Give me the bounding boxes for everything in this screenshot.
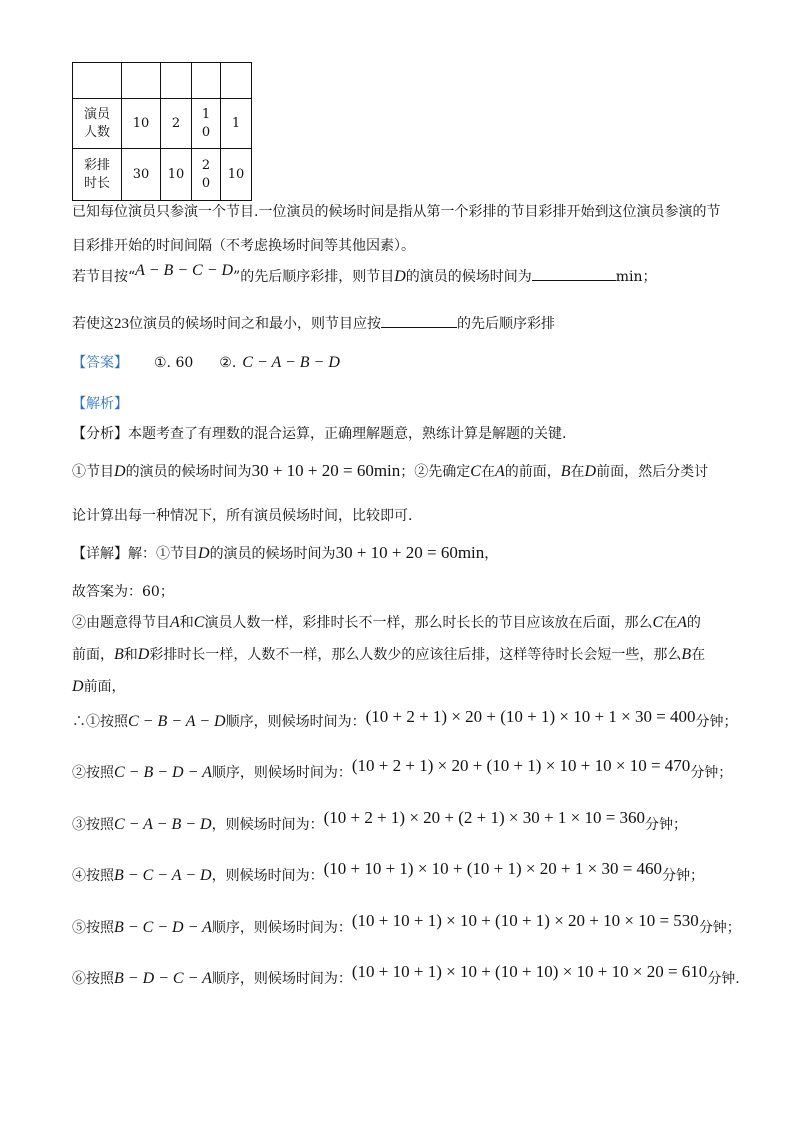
answer-2-mark: ②. [219, 355, 237, 371]
table-header-cell [122, 63, 161, 99]
case-expression: (10 + 2 + 1) × 20 + (10 + 1) × 10 + 10 × 10 = 470 [351, 756, 691, 775]
case-5 [72, 911, 741, 938]
text: 在 [570, 464, 585, 480]
var-B: B [681, 646, 692, 663]
question-2 [72, 313, 555, 334]
text: 【详解】解：①节目 [72, 546, 198, 562]
detail-line [72, 543, 498, 564]
case-expression: (10 + 10 + 1) × 10 + (10 + 10) × 10 + 10 × 20 = 610 [351, 962, 708, 981]
case-suffix: 分钟； [698, 920, 741, 936]
row-label-top: 彩排 [83, 157, 110, 173]
q1-mid: ”的先后顺序彩排，则节目 [233, 269, 395, 285]
case-prefix: ④按照 [72, 868, 114, 884]
case-suffix: 分钟； [662, 868, 705, 884]
text: 在 [691, 647, 706, 663]
case-expression: (10 + 10 + 1) × 10 + (10 + 1) × 20 + 10 × 10 = 530 [351, 911, 699, 930]
case-mid: 顺序，则候场时间为： [211, 920, 352, 936]
case-prefix: ⑥按照 [72, 971, 114, 987]
case-prefix: ⑤按照 [72, 920, 114, 936]
text: 的演员的候场时间为 [209, 546, 336, 562]
answer-tag: 【答案】 [72, 355, 128, 371]
q2-mid: 位演员的候场时间之和最小，则节目应按 [129, 316, 381, 332]
table-cell: 2 0 [192, 149, 221, 201]
row-label-actors [73, 99, 122, 149]
text: 的演员的候场时间为 [125, 464, 252, 480]
case-prefix: ∴①按照 [72, 714, 128, 730]
table-cell: 10 [161, 149, 192, 201]
text: 彩排时长一样，人数不一样，那么人数少的应该往后排，这样等待时长会短一些，那么 [149, 647, 682, 663]
table-cell: 10 [122, 99, 161, 149]
q1-unit: min； [615, 269, 657, 285]
case-2 [72, 756, 733, 783]
text: 在 [480, 464, 495, 480]
case-order: C − A − B − D [114, 816, 212, 833]
part2-line-2 [72, 645, 705, 665]
text: 前面，然后分类讨 [596, 464, 709, 480]
part2-line-1 [72, 613, 701, 633]
case-suffix: 分钟. [707, 971, 740, 987]
equation: 30 + 10 + 20 = 60min [251, 461, 401, 480]
answer-1: ①. 60 [154, 355, 194, 371]
table-cell: 2 [161, 99, 192, 149]
var-A: A [677, 614, 687, 631]
case-1 [72, 707, 738, 732]
rehearsal-table [72, 62, 252, 201]
q1-prefix: 若节目按“ [72, 269, 136, 285]
question-1 [72, 262, 657, 287]
case-suffix: 分钟； [690, 765, 733, 781]
case-suffix: 分钟； [645, 817, 688, 833]
case-prefix: ②按照 [72, 765, 114, 781]
q1-order: A − B − C − D [135, 262, 234, 279]
part2-line-3 [72, 677, 126, 697]
table-cell: 1 [221, 99, 252, 149]
table-header-row [73, 63, 252, 99]
case-6 [72, 962, 740, 989]
table-header-cell [192, 63, 221, 99]
intro-line-1: 已知每位演员只参演一个节目.一位演员的候场时间是指从第一个彩排的节目彩排开始到这位演员参演的节 [72, 204, 721, 220]
q2-prefix: 若使这 [72, 316, 114, 332]
case-mid: 顺序，则候场时间为： [211, 765, 352, 781]
answer-2-order: C − A − B − D [242, 354, 340, 371]
analysis-line-2: 论计算出每一种情况下，所有演员候场时间，比较即可. [72, 508, 413, 524]
row-label-bottom: 时长 [83, 175, 110, 191]
var-B: B [114, 646, 124, 663]
table-cell: 10 [221, 149, 252, 201]
analysis-fenxi: 【分析】本题考查了有理数的混合运算，正确理解题意，熟练计算是解题的关键. [72, 426, 567, 442]
var-B: B [560, 463, 571, 480]
case-mid: ，则候场时间为： [211, 868, 324, 884]
q1-suffix: 的演员的候场时间为 [405, 269, 532, 285]
q2-answer-blank[interactable] [381, 313, 457, 328]
answer-line [72, 353, 340, 373]
text: ， [484, 546, 499, 562]
case-expression: (10 + 10 + 1) × 10 + (10 + 1) × 20 + 1 × 30 = 460 [323, 859, 663, 878]
text: 前面， [72, 647, 114, 663]
case-mid: 顺序，则候场时间为： [225, 714, 366, 730]
var-A: A [170, 614, 180, 631]
text: ②由题意得节目 [72, 615, 170, 631]
case-prefix: ③按照 [72, 817, 114, 833]
case-order: B − D − C − A [114, 970, 212, 987]
text: ；②先确定 [400, 464, 471, 480]
case-order: C − B − D − A [114, 764, 212, 781]
row-label-bottom: 人数 [83, 124, 110, 140]
table-header-cell [73, 63, 122, 99]
text: 在 [663, 615, 678, 631]
text: 的 [686, 615, 701, 631]
case-order: B − C − D − A [114, 919, 212, 936]
analysis-line-1 [72, 461, 708, 482]
table-cell: 1 0 [192, 99, 221, 149]
table-cell: 30 [122, 149, 161, 201]
var-D: D [72, 678, 84, 695]
table-header-cell [221, 63, 252, 99]
var-D: D [137, 646, 150, 663]
equation: 30 + 10 + 20 = 60min [335, 543, 485, 562]
q2-suffix: 的先后顺序彩排 [457, 316, 555, 332]
text: 前面， [83, 679, 126, 695]
answer-statement: 故答案为：60； [72, 584, 174, 600]
case-expression: (10 + 2 + 1) × 20 + (10 + 1) × 10 + 1 × 30 = 400 [365, 707, 696, 726]
case-3 [72, 808, 688, 835]
var-A: A [494, 463, 505, 480]
text: 和 [123, 647, 138, 663]
q2-num: 23 [114, 316, 129, 332]
analysis-tag: 【解析】 [72, 396, 128, 412]
table-row [73, 99, 252, 149]
table-header-cell [161, 63, 192, 99]
q1-D: D [394, 268, 406, 285]
text: ①节目 [72, 464, 114, 480]
case-order: B − C − A − D [114, 867, 212, 884]
case-4 [72, 859, 705, 886]
var-C: C [470, 463, 481, 480]
text: 的前面， [504, 464, 561, 480]
var-D: D [584, 463, 597, 480]
case-mid: ，则候场时间为： [211, 817, 324, 833]
var-D: D [114, 463, 126, 480]
intro-line-2: 目彩排开始的时间间隔（不考虑换场时间等其他因素）。 [72, 238, 415, 254]
row-label-top: 演员 [83, 106, 110, 122]
case-mid: 顺序，则候场时间为： [211, 971, 352, 987]
table-row [73, 149, 252, 201]
text: 和 [179, 615, 194, 631]
q1-answer-blank[interactable] [532, 266, 616, 281]
var-C: C [193, 614, 205, 631]
case-order: C − B − A − D [128, 713, 226, 730]
var-C: C [652, 614, 664, 631]
text: 演员人数一样，彩排时长不一样，那么时长长的节目应该放在后面，那么 [204, 615, 653, 631]
row-label-rehearsal [73, 149, 122, 201]
case-expression: (10 + 2 + 1) × 20 + (2 + 1) × 30 + 1 × 10 = 360 [323, 808, 646, 827]
var-D: D [198, 545, 210, 562]
case-suffix: 分钟； [695, 714, 738, 730]
